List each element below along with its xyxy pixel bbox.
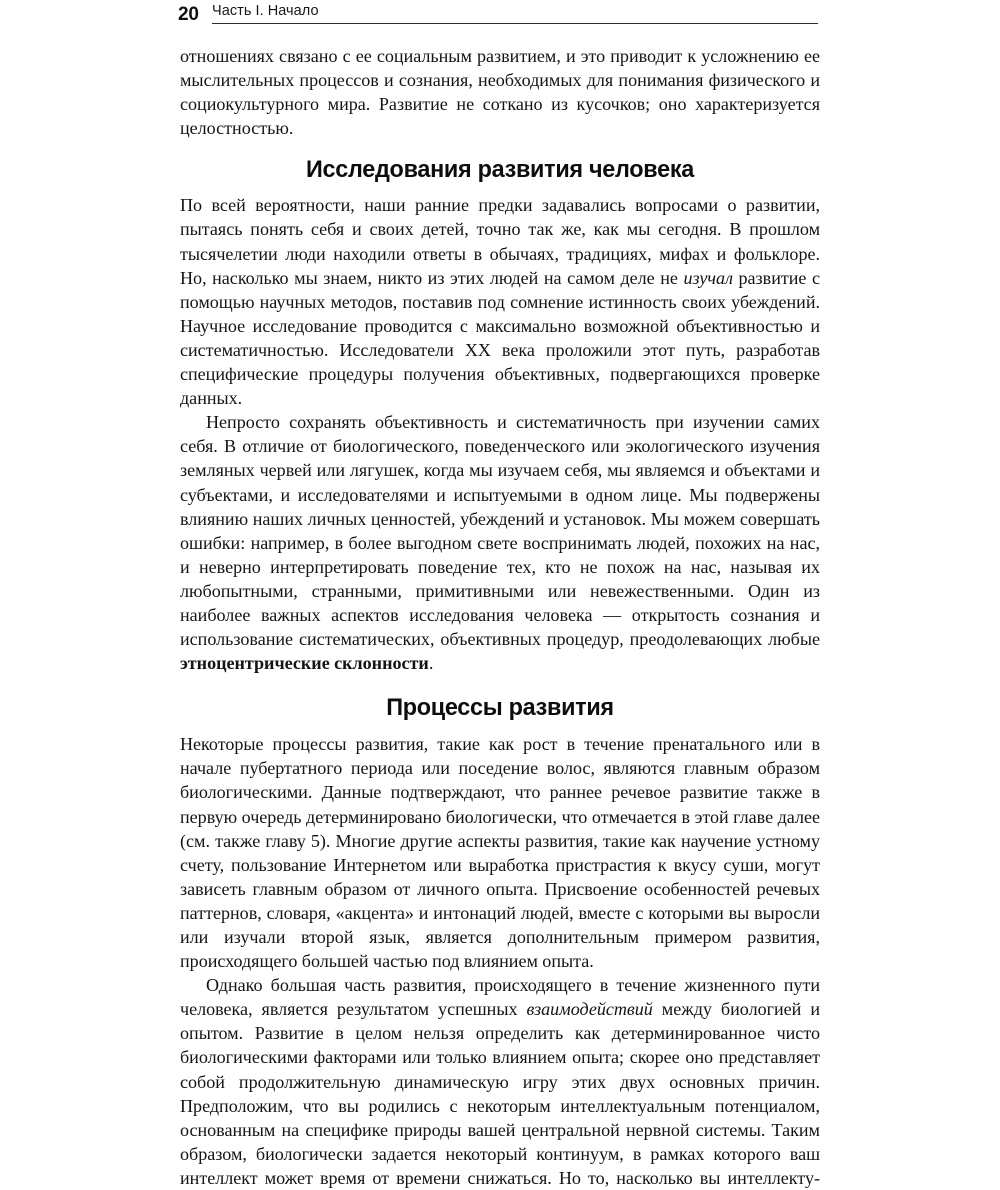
paragraph-2 (180, 410, 820, 675)
spacer-before-heading-2 (180, 675, 820, 694)
section-heading-processes: Процессы развития (386, 694, 614, 722)
section-heading-research: Исследования развития человека (306, 156, 694, 184)
paragraph-4-text-b: между биологией и опытом. Развитие в целом нельзя определить как детерминированное чисто биологическими факторами или только влиянием опыта; скорее оно представляет собой продолжительную динамическую игру этих двух основных причин. Предположим, что вы родились с некоторым интеллектуальным потенциалом, основанным на специфике природы вашей центральной нервной системы. Таким образом, биологически задается некоторый континуум, в рамках которого ваш интеллект может время от времени снижаться. Но то, насколько вы интеллекту- (180, 999, 820, 1188)
text-column (180, 44, 820, 1190)
spacer-after-heading-1 (180, 184, 820, 193)
paragraph-continued-text: отношениях связано с ее социальным развитием, и это приводит к усложнению ее мыслительных процессов и сознания, необходимых для понимания физического и социокультурного мира. Развитие не соткано из кусочков; оно характеризуется целостностью. (180, 46, 820, 139)
running-title-group (212, 0, 818, 24)
running-header (0, 0, 1000, 40)
paragraph-3 (180, 732, 820, 973)
paragraph-2-text-a: Непросто сохранять объективность и систематичность при изучении самих себя. В отличие от биологического, поведенческого или экологического изучения земляных червей или лягушек, когда мы изучаем себя, мы являемся и объектами и субъектами, и исследователями и испытуемыми в одном лице. Мы подвержены влиянию наших личных ценностей, убеждений и установок. Мы можем совершать ошибки: например, в более выгодном свете воспринимать людей, похожих на нас, и неверно интерпретировать поведение тех, кто не похож на нас, называя их любопытными, странными, примитивными или невежественными. Один из наиболее важных аспектов исследования человека — открытость сознания и использование систематических, объективных процедур, преодолевающих любые (180, 412, 820, 650)
paragraph-continued (180, 44, 820, 140)
paragraph-3-text: Некоторые процессы развития, такие как рост в течение пренатального или в начале пубертатного периода или поседение волос, являются главным образом биологическими. Данные подтверждают, что раннее речевое развитие также в первую очередь детерминировано биологически, что отмечается в этой главе далее (см. также главу 5). Многие другие аспекты развития, такие как научение устному счету, пользование Интернетом или выработка пристрастия к вкусу суши, могут зависеть главным образом от личного опыта. Присвоение особенностей речевых паттернов, словаря, «акцента» и интонаций людей, вместе с которыми вы выросли или изучали второй язык, является дополнительным примером развития, происходящего большей частью под влиянием опыта. (180, 734, 820, 972)
paragraph-4-emphasis: взаимодействий (526, 999, 653, 1020)
spacer-after-heading-2 (180, 722, 820, 732)
running-title: Часть I. Начало (212, 3, 319, 19)
paragraph-1-text-b: развитие с помощью научных методов, поставив под сомнение истинность своих убеждений. Научное исследование проводится с максимально возможной объективностью и систематичностью. Исследователи XX века проложили этот путь, разработав специфические процедуры получения объективных, подвергающихся проверке данных. (180, 267, 820, 409)
paragraph-2-term: этноцентрические склонности (180, 653, 429, 674)
paragraph-1-emphasis: изучал (683, 267, 733, 288)
page-number: 20 (178, 4, 199, 25)
header-rule (212, 23, 818, 24)
paragraph-4-text-a: Однако большая часть развития, происходящего в течение жизненного пути человека, является результатом успешных (180, 975, 820, 1020)
paragraph-4 (180, 973, 820, 1190)
paragraph-2-text-b: . (428, 653, 434, 674)
spacer-before-heading-1 (180, 140, 820, 156)
paragraph-1 (180, 193, 820, 410)
paragraph-1-text-a: По всей вероятности, наши ранние предки задавались вопросами о развитии, пытаясь понять себя и своих детей, точно так же, как мы сегодня. В прошлом тысячелетии люди находили ответы в обычаях, традициях, мифах и фольклоре. Но, насколько мы знаем, никто из этих людей на самом деле не (180, 195, 820, 288)
